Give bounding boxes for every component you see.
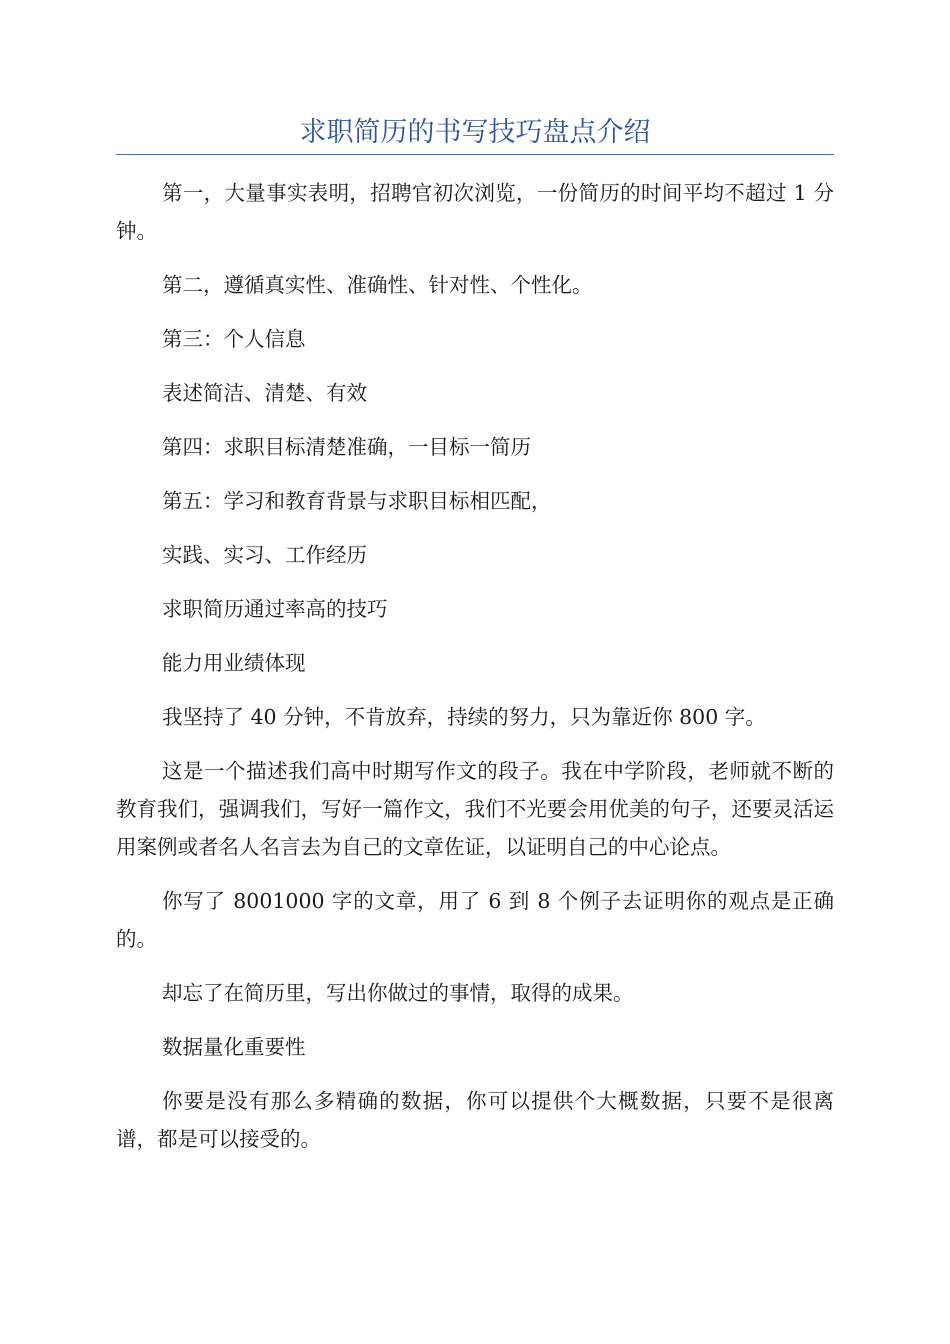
paragraph-7: 实践、实习、工作经历 [162,543,367,567]
paragraph-15: 你要是没有那么多精确的数据，你可以提供个大概数据，只要不是很离谱，都是可以接受的。 [116,1089,834,1151]
paragraph-1: 第一，大量事实表明，招聘官初次浏览，一份简历的时间平均不超过 1 分钟。 [116,181,834,243]
paragraph-4: 表述简洁、清楚、有效 [162,381,367,405]
paragraph-10: 我坚持了 40 分钟，不肯放弃，持续的努力，只为靠近你 800 字。 [162,705,766,729]
paragraph-3: 第三：个人信息 [162,327,306,351]
paragraph-8: 求职简历通过率高的技巧 [162,597,388,621]
paragraph-12: 你写了 8001000 字的文章，用了 6 到 8 个例子去证明你的观点是正确的。 [116,889,834,951]
paragraph-6: 第五：学习和教育背景与求职目标相匹配， [162,489,552,513]
document-body [116,174,834,1174]
paragraph-9: 能力用业绩体现 [162,651,306,675]
paragraph-13: 却忘了在简历里，写出你做过的事情，取得的成果。 [162,981,634,1005]
title-underline [116,154,834,155]
paragraph-14: 数据量化重要性 [162,1035,306,1059]
paragraph-2: 第二，遵循真实性、准确性、针对性、个性化。 [162,273,593,297]
document-title: 求职简历的书写技巧盘点介绍 [299,117,651,148]
paragraph-5: 第四：求职目标清楚准确，一目标一简历 [162,435,531,459]
paragraph-11: 这是一个描述我们高中时期写作文的段子。我在中学阶段，老师就不断的教育我们，强调我们，写好一篇作文，我们不光要会用优美的句子，还要灵活运用案例或者名人名言去为自己的文章佐证，以证明自己的中心论点。 [116,759,834,859]
